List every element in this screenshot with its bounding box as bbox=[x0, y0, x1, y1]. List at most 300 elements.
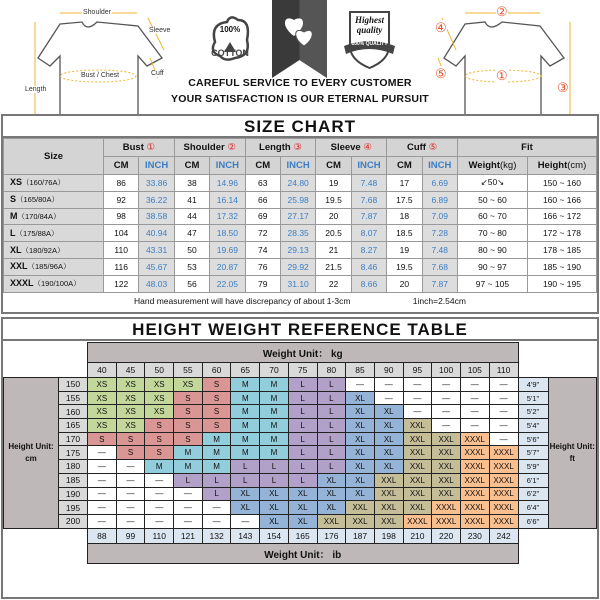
size-cell bbox=[4, 275, 104, 292]
size-cell: XXXL bbox=[460, 432, 489, 446]
size-cell: XL bbox=[374, 405, 403, 419]
kg-header: 100 bbox=[432, 363, 461, 378]
inch-value: 29.92 bbox=[280, 258, 315, 275]
size-code: （180/92A） bbox=[21, 245, 65, 255]
size-cell: XS bbox=[88, 391, 117, 405]
kg-header: 60 bbox=[202, 363, 231, 378]
size-row bbox=[4, 225, 597, 242]
size-cell: XS bbox=[116, 378, 145, 392]
size-cell: — bbox=[88, 501, 117, 515]
inch-value: 19.69 bbox=[210, 242, 245, 259]
cm-value: 20 bbox=[316, 208, 351, 225]
size-cell: XXL bbox=[403, 473, 432, 487]
height-range: 185 ~ 190 bbox=[527, 258, 596, 275]
lb-header: 99 bbox=[116, 528, 145, 543]
kg-header: 45 bbox=[116, 363, 145, 378]
header-shoulder: Shoulder ② bbox=[174, 139, 245, 157]
inch-value: 8.46 bbox=[351, 258, 386, 275]
size-cell: M bbox=[260, 391, 289, 405]
size-cell bbox=[4, 191, 104, 208]
size-cell: XS bbox=[88, 419, 117, 433]
size-cell: L bbox=[317, 419, 346, 433]
cm-value: 21 bbox=[316, 242, 351, 259]
size-cell: L bbox=[288, 419, 317, 433]
size-cell: M bbox=[145, 460, 174, 474]
kg-header: 75 bbox=[288, 363, 317, 378]
height-row bbox=[4, 487, 597, 501]
size-cell: L bbox=[317, 460, 346, 474]
size-cell: — bbox=[403, 391, 432, 405]
size-cell: XXL bbox=[403, 432, 432, 446]
size-cell: S bbox=[116, 432, 145, 446]
height-ft-label: Height Unit: ft bbox=[548, 378, 597, 529]
inch-value: 7.87 bbox=[351, 208, 386, 225]
size-cell: XXL bbox=[432, 432, 461, 446]
size-cell: — bbox=[374, 378, 403, 392]
size-cell: XS bbox=[174, 378, 203, 392]
cm-value: 47 bbox=[174, 225, 209, 242]
size-cell: — bbox=[174, 514, 203, 528]
size-cell: — bbox=[88, 514, 117, 528]
height-range: 172 ~ 178 bbox=[527, 225, 596, 242]
unit-cm: CM bbox=[104, 157, 139, 175]
size-cell: XXL bbox=[432, 446, 461, 460]
height-row bbox=[4, 514, 597, 528]
size-cell: XL bbox=[346, 432, 375, 446]
size-cell: L bbox=[260, 473, 289, 487]
size-cell: — bbox=[432, 378, 461, 392]
size-cell: XL bbox=[346, 405, 375, 419]
kg-header: 80 bbox=[317, 363, 346, 378]
kg-header: 40 bbox=[88, 363, 117, 378]
size-name: M bbox=[10, 210, 18, 221]
size-cell: L bbox=[288, 473, 317, 487]
size-cell: M bbox=[202, 432, 231, 446]
size-cell: — bbox=[202, 501, 231, 515]
size-cell: L bbox=[288, 446, 317, 460]
size-cell: — bbox=[489, 419, 518, 433]
size-cell: M bbox=[231, 419, 260, 433]
size-cell bbox=[4, 208, 104, 225]
size-cell: L bbox=[288, 460, 317, 474]
size-chart-note bbox=[3, 293, 597, 309]
size-cell: XXL bbox=[346, 501, 375, 515]
size-cell: XXXL bbox=[460, 514, 489, 528]
cm-value: 104 bbox=[104, 225, 139, 242]
inch-value: 16.14 bbox=[210, 191, 245, 208]
size-cell: XXL bbox=[374, 514, 403, 528]
size-cell: S bbox=[202, 391, 231, 405]
inch-value: 14.96 bbox=[210, 175, 245, 192]
size-cell: XL bbox=[374, 446, 403, 460]
size-cell: M bbox=[231, 405, 260, 419]
size-cell: — bbox=[116, 460, 145, 474]
size-cell: XXXL bbox=[460, 501, 489, 515]
size-cell: XXL bbox=[403, 419, 432, 433]
hearts-banner bbox=[272, 0, 327, 78]
height-row bbox=[4, 391, 597, 405]
size-cell: XXXL bbox=[432, 514, 461, 528]
size-cell: M bbox=[260, 446, 289, 460]
size-row bbox=[4, 191, 597, 208]
size-name: XS bbox=[10, 177, 23, 188]
unit-inch: INCH bbox=[280, 157, 315, 175]
inch-value: 27.17 bbox=[280, 208, 315, 225]
height-ft: 5'2" bbox=[518, 405, 548, 419]
quality-ribbon: 100% QUALITY bbox=[351, 41, 388, 47]
height-cm: 155 bbox=[59, 391, 88, 405]
size-cell: M bbox=[260, 405, 289, 419]
cm-value: 20.5 bbox=[316, 225, 351, 242]
size-cell: — bbox=[88, 487, 117, 501]
size-cell: XXL bbox=[432, 487, 461, 501]
slogan-line-2: YOUR SATISFACTION IS OUR ETERNAL PURSUIT bbox=[171, 93, 429, 105]
unit-inch: INCH bbox=[139, 157, 174, 175]
size-row bbox=[4, 175, 597, 192]
inch-value: 31.10 bbox=[280, 275, 315, 292]
size-cell: — bbox=[145, 501, 174, 515]
weight-range: ↙50↘ bbox=[457, 175, 527, 192]
size-cell: XL bbox=[317, 473, 346, 487]
sleeve-label: Sleeve bbox=[149, 27, 171, 34]
lb-header: 121 bbox=[174, 528, 203, 543]
size-cell: XXXL bbox=[489, 487, 518, 501]
lb-header: 242 bbox=[489, 528, 518, 543]
size-chart-title: SIZE CHART bbox=[3, 116, 597, 138]
bust-marker: ① bbox=[496, 68, 508, 83]
height-cm: 195 bbox=[59, 501, 88, 515]
cm-value: 18 bbox=[387, 208, 422, 225]
kg-header: 105 bbox=[460, 363, 489, 378]
measurement-note: Hand measurement will have discrepancy of about 1-3cm bbox=[134, 295, 351, 306]
size-cell: XS bbox=[88, 378, 117, 392]
inch-value: 7.09 bbox=[422, 208, 457, 225]
cm-value: 79 bbox=[245, 275, 280, 292]
cotton-text: COTTON bbox=[211, 48, 249, 58]
spacer bbox=[518, 363, 548, 378]
inch-value: 7.68 bbox=[351, 191, 386, 208]
size-cell: M bbox=[174, 446, 203, 460]
size-code: （170/84A） bbox=[17, 211, 61, 221]
size-cell: XXL bbox=[403, 460, 432, 474]
size-cell: M bbox=[260, 432, 289, 446]
size-cell: M bbox=[231, 378, 260, 392]
cm-value: 53 bbox=[174, 258, 209, 275]
height-cm: 150 bbox=[59, 378, 88, 392]
inch-value: 8.27 bbox=[351, 242, 386, 259]
size-cell: XXL bbox=[432, 460, 461, 474]
kg-header: 110 bbox=[489, 363, 518, 378]
size-cell: M bbox=[174, 460, 203, 474]
height-row bbox=[4, 432, 597, 446]
inch-value: 38.58 bbox=[139, 208, 174, 225]
size-cell: — bbox=[231, 514, 260, 528]
inch-value: 7.28 bbox=[422, 225, 457, 242]
height-row bbox=[4, 405, 597, 419]
inch-value: 48.03 bbox=[139, 275, 174, 292]
size-cell: XXL bbox=[374, 487, 403, 501]
lb-header: 143 bbox=[231, 528, 260, 543]
size-cell bbox=[4, 258, 104, 275]
size-cell: XXL bbox=[346, 514, 375, 528]
size-cell: XL bbox=[346, 473, 375, 487]
inch-value: 22.05 bbox=[210, 275, 245, 292]
header-sleeve: Sleeve ④ bbox=[316, 139, 387, 157]
inch-value: 20.87 bbox=[210, 258, 245, 275]
size-cell: XL bbox=[231, 501, 260, 515]
cm-value: 56 bbox=[174, 275, 209, 292]
inch-value: 29.13 bbox=[280, 242, 315, 259]
size-cell: L bbox=[288, 432, 317, 446]
size-cell: L bbox=[174, 473, 203, 487]
height-ft: 5'1" bbox=[518, 391, 548, 405]
cm-value: 50 bbox=[174, 242, 209, 259]
inch-value: 6.89 bbox=[422, 191, 457, 208]
size-code: （160/76A） bbox=[22, 178, 65, 188]
size-cell: XL bbox=[288, 487, 317, 501]
cm-value: 66 bbox=[245, 191, 280, 208]
size-cell: S bbox=[174, 432, 203, 446]
inch-value: 6.69 bbox=[422, 175, 457, 192]
lb-header: 187 bbox=[346, 528, 375, 543]
kg-header: 55 bbox=[174, 363, 203, 378]
size-name: XL bbox=[10, 244, 22, 255]
height-ft: 5'9" bbox=[518, 460, 548, 474]
lb-header: 165 bbox=[288, 528, 317, 543]
size-cell: XXXL bbox=[460, 473, 489, 487]
height-ft: 6'1" bbox=[518, 473, 548, 487]
height-range: 160 ~ 166 bbox=[527, 191, 596, 208]
size-cell: M bbox=[231, 391, 260, 405]
size-cell: — bbox=[432, 419, 461, 433]
size-cell: — bbox=[460, 378, 489, 392]
size-name: XXL bbox=[10, 261, 28, 272]
size-cell: S bbox=[174, 405, 203, 419]
size-cell: XS bbox=[145, 405, 174, 419]
size-cell: — bbox=[202, 514, 231, 528]
size-cell: L bbox=[317, 391, 346, 405]
kg-header: 70 bbox=[260, 363, 289, 378]
header-weight: Weight(kg) bbox=[457, 157, 527, 175]
size-cell: S bbox=[145, 446, 174, 460]
size-cell: M bbox=[260, 419, 289, 433]
height-row bbox=[4, 378, 597, 392]
size-name: S bbox=[10, 194, 17, 205]
lb-header: 220 bbox=[432, 528, 461, 543]
inch-value: 43.31 bbox=[139, 242, 174, 259]
unit-inch: INCH bbox=[422, 157, 457, 175]
height-row bbox=[4, 501, 597, 515]
size-cell: XXL bbox=[374, 501, 403, 515]
size-cell: XXL bbox=[403, 501, 432, 515]
height-row bbox=[4, 446, 597, 460]
sleeve-marker: ④ bbox=[435, 20, 447, 35]
height-cm: 185 bbox=[59, 473, 88, 487]
lb-header: 230 bbox=[460, 528, 489, 543]
cm-value: 20 bbox=[387, 275, 422, 292]
weight-range: 70 ~ 80 bbox=[457, 225, 527, 242]
size-cell: — bbox=[460, 419, 489, 433]
height-cm: 200 bbox=[59, 514, 88, 528]
cm-value: 38 bbox=[174, 175, 209, 192]
height-ft: 5'7" bbox=[518, 446, 548, 460]
inch-value: 25.98 bbox=[280, 191, 315, 208]
size-cell: XXXL bbox=[489, 514, 518, 528]
header-bust: Bust ① bbox=[104, 139, 175, 157]
cm-value: 72 bbox=[245, 225, 280, 242]
size-cell: — bbox=[432, 405, 461, 419]
inch-value: 28.35 bbox=[280, 225, 315, 242]
size-cell: — bbox=[116, 501, 145, 515]
size-cell: — bbox=[145, 487, 174, 501]
inch-value: 7.87 bbox=[422, 275, 457, 292]
lb-header: 176 bbox=[317, 528, 346, 543]
size-cell: S bbox=[88, 432, 117, 446]
height-range: 150 ~ 160 bbox=[527, 175, 596, 192]
size-cell bbox=[4, 225, 104, 242]
cm-value: 17 bbox=[387, 175, 422, 192]
lb-header: 88 bbox=[88, 528, 117, 543]
lb-header: 154 bbox=[260, 528, 289, 543]
size-cell: S bbox=[202, 419, 231, 433]
kg-header: 65 bbox=[231, 363, 260, 378]
size-chart-table bbox=[3, 138, 597, 293]
lb-header: 210 bbox=[403, 528, 432, 543]
size-chart bbox=[1, 114, 599, 314]
size-code: （185/96A） bbox=[27, 262, 71, 272]
size-cell: XXL bbox=[432, 473, 461, 487]
cm-value: 18.5 bbox=[387, 225, 422, 242]
size-cell: S bbox=[202, 378, 231, 392]
size-cell: XXXL bbox=[460, 446, 489, 460]
size-code: （165/80A） bbox=[16, 195, 59, 205]
header-fit: Fit bbox=[457, 139, 596, 157]
cm-value: 17.5 bbox=[387, 191, 422, 208]
height-ft: 6'2" bbox=[518, 487, 548, 501]
size-cell: L bbox=[317, 405, 346, 419]
size-cell: S bbox=[174, 419, 203, 433]
size-cell: — bbox=[432, 391, 461, 405]
cm-value: 86 bbox=[104, 175, 139, 192]
size-cell: M bbox=[260, 378, 289, 392]
size-row bbox=[4, 275, 597, 292]
size-cell: — bbox=[346, 378, 375, 392]
height-weight-title: HEIGHT WEIGHT REFERENCE TABLE bbox=[3, 319, 597, 341]
cotton-percent: 100% bbox=[219, 25, 241, 34]
quality-badge bbox=[342, 8, 397, 70]
inch-value: 7.68 bbox=[422, 258, 457, 275]
cm-value: 19 bbox=[316, 175, 351, 192]
size-cell: S bbox=[174, 391, 203, 405]
unit-cm: CM bbox=[316, 157, 351, 175]
header-size: Size bbox=[4, 139, 104, 175]
cm-value: 19 bbox=[387, 242, 422, 259]
weight-kg-label: Weight Unit： kg bbox=[88, 343, 519, 363]
size-cell: — bbox=[116, 514, 145, 528]
height-ft: 6'6" bbox=[518, 514, 548, 528]
height-row bbox=[4, 473, 597, 487]
cm-value: 98 bbox=[104, 208, 139, 225]
height-cm: 165 bbox=[59, 419, 88, 433]
shoulder-marker: ② bbox=[496, 4, 508, 19]
size-cell: XXL bbox=[374, 473, 403, 487]
size-name: L bbox=[10, 227, 16, 238]
cm-value: 74 bbox=[245, 242, 280, 259]
height-range: 178 ~ 185 bbox=[527, 242, 596, 259]
unit-cm: CM bbox=[245, 157, 280, 175]
size-cell: — bbox=[88, 473, 117, 487]
inch-value: 33.86 bbox=[139, 175, 174, 192]
size-row bbox=[4, 208, 597, 225]
size-cell: XL bbox=[374, 432, 403, 446]
size-cell: — bbox=[403, 405, 432, 419]
unit-inch: INCH bbox=[210, 157, 245, 175]
size-cell: XXXL bbox=[432, 501, 461, 515]
inch-value: 8.66 bbox=[351, 275, 386, 292]
lb-header: 132 bbox=[202, 528, 231, 543]
height-weight-table bbox=[1, 317, 599, 599]
size-cell: XXL bbox=[317, 514, 346, 528]
size-cell: XS bbox=[145, 391, 174, 405]
kg-header: 85 bbox=[346, 363, 375, 378]
weight-range: 80 ~ 90 bbox=[457, 242, 527, 259]
kg-header: 95 bbox=[403, 363, 432, 378]
size-code: （175/88A） bbox=[15, 228, 59, 238]
size-name: XXXL bbox=[10, 278, 34, 289]
size-cell: — bbox=[116, 473, 145, 487]
size-cell: XL bbox=[288, 501, 317, 515]
unit-cm: CM bbox=[174, 157, 209, 175]
inch-value: 24.80 bbox=[280, 175, 315, 192]
spacer bbox=[548, 363, 597, 378]
lb-header: 110 bbox=[145, 528, 174, 543]
size-cell: L bbox=[202, 487, 231, 501]
size-cell: — bbox=[460, 391, 489, 405]
cm-value: 22 bbox=[316, 275, 351, 292]
size-cell: XL bbox=[231, 487, 260, 501]
size-cell: S bbox=[145, 419, 174, 433]
weight-range: 50 ~ 60 bbox=[457, 191, 527, 208]
unit-inch: INCH bbox=[351, 157, 386, 175]
size-cell: XL bbox=[346, 460, 375, 474]
size-cell: S bbox=[202, 405, 231, 419]
cm-value: 44 bbox=[174, 208, 209, 225]
inch-value: 18.50 bbox=[210, 225, 245, 242]
height-cm-label: Height Unit: cm bbox=[4, 378, 59, 529]
header-cuff: Cuff ⑤ bbox=[387, 139, 458, 157]
size-cell: — bbox=[403, 378, 432, 392]
size-cell: XS bbox=[116, 405, 145, 419]
height-cm: 175 bbox=[59, 446, 88, 460]
size-cell: L bbox=[317, 446, 346, 460]
cm-value: 19.5 bbox=[316, 191, 351, 208]
size-cell: XL bbox=[374, 419, 403, 433]
weight-lb-label: Weight Unit： ib bbox=[88, 543, 519, 563]
size-cell: XL bbox=[317, 487, 346, 501]
inch-value: 40.94 bbox=[139, 225, 174, 242]
cm-value: 69 bbox=[245, 208, 280, 225]
size-cell: — bbox=[174, 487, 203, 501]
size-row bbox=[4, 258, 597, 275]
slogan-line-1: CAREFUL SERVICE TO EVERY CUSTOMER bbox=[188, 77, 412, 89]
size-cell: L bbox=[317, 378, 346, 392]
size-cell: XL bbox=[374, 460, 403, 474]
weight-range: 60 ~ 70 bbox=[457, 208, 527, 225]
size-row bbox=[4, 242, 597, 259]
inch-value: 8.07 bbox=[351, 225, 386, 242]
cm-value: 63 bbox=[245, 175, 280, 192]
size-cell: XL bbox=[346, 487, 375, 501]
